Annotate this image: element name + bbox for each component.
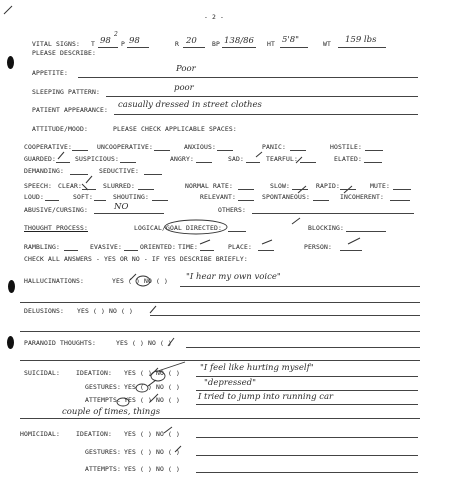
suicidal-attempts-line [196, 404, 418, 405]
guarded-label: GUARDED: [24, 155, 56, 163]
time-label: TIME: [178, 243, 198, 251]
delusions-line [150, 315, 420, 316]
suicidal-attempts-value-2: couple of times, things [62, 407, 161, 417]
uncooperative-label: UNCOOPERATIVE: [97, 143, 153, 151]
hallucinations-line [180, 286, 420, 287]
delusions-line-2 [20, 331, 420, 332]
delusions-yes-no: YES ( ) NO ( ) [77, 307, 133, 315]
guarded-line [56, 162, 70, 163]
sleeping-line [106, 96, 418, 97]
rapid-line [340, 189, 356, 190]
normal-rate-line [238, 189, 254, 190]
oriented-label: ORIENTED: [140, 243, 176, 251]
suicidal-ideation-yes-no: YES ( ) NO ( ) [124, 369, 180, 377]
cooperative-label: COOPERATIVE: [24, 143, 72, 151]
slow-label: SLOW: [270, 182, 290, 190]
appetite-line [78, 77, 418, 78]
hallucinations-label: HALLUCINATIONS: [24, 277, 84, 285]
temp-label: T [91, 40, 95, 48]
hallucinations-line-2 [20, 302, 420, 303]
suicidal-ideation-value: "I feel like hurting myself" [200, 363, 314, 373]
attitude-label: ATTITUDE/MOOD: [32, 125, 88, 133]
delusions-label: DELUSIONS: [24, 307, 64, 315]
shouting-line [152, 200, 168, 201]
clear-label: CLEAR: [58, 182, 82, 190]
height-line [280, 47, 308, 48]
homicidal-label: HOMICIDAL: [20, 430, 60, 438]
mute-label: MUTE: [370, 182, 390, 190]
hallucinations-value: "I hear my own voice" [186, 272, 281, 282]
weight-label: WT [323, 40, 331, 48]
seductive-label: SEDUCTIVE: [99, 167, 139, 175]
anxious-label: ANXIOUS: [184, 143, 216, 151]
suicidal-ideation-line [196, 376, 418, 377]
logical-label: LOGICAL/ [134, 224, 166, 232]
paranoid-yes-no: YES ( ) NO ( ) [116, 339, 172, 347]
appearance-line [114, 114, 418, 115]
panic-line [290, 150, 306, 151]
suicidal-attempts-label: ATTEMPTS: [85, 396, 121, 404]
goal-label: GOAL DIRECTED: [166, 224, 222, 232]
anxious-line [217, 150, 233, 151]
weight-line [338, 47, 386, 48]
height-label: HT [267, 40, 275, 48]
suicidal-gestures-line [196, 390, 418, 391]
suicidal-gestures-yes-no: YES ( ) NO ( ) [124, 383, 180, 391]
others-line [252, 213, 414, 214]
resp-line [183, 47, 205, 48]
suicidal-gestures-value: "depressed" [204, 378, 257, 388]
hostile-label: HOSTILE: [330, 143, 362, 151]
suicidal-attempts-line-2 [20, 418, 420, 419]
temp-value: 98 [100, 36, 111, 46]
place-line [258, 250, 274, 251]
attitude-instruction: PLEASE CHECK APPLICABLE SPACES: [113, 125, 237, 133]
panic-label: PANIC: [262, 143, 286, 151]
abusive-label: ABUSIVE/CURSING: [24, 206, 88, 214]
logical-line [228, 231, 246, 232]
bp-line [222, 47, 256, 48]
resp-value: 20 [186, 36, 197, 46]
resp-label: R [175, 40, 179, 48]
uncooperative-line [154, 150, 170, 151]
slurred-label: SLURRED: [103, 182, 135, 190]
homicidal-gestures-line [196, 455, 418, 456]
homicidal-attempts-line [196, 472, 418, 473]
blocking-label: BLOCKING: [308, 224, 344, 232]
loud-line [45, 200, 59, 201]
incoherent-label: INCOHERENT: [340, 193, 384, 201]
person-label: PERSON: [304, 243, 332, 251]
suicidal-attempts-value: I tried to jump into running car [198, 392, 334, 402]
appetite-value: Poor [176, 64, 196, 74]
relevant-label: RELEVANT: [200, 193, 236, 201]
suicidal-ideation-label: IDEATION: [76, 369, 112, 377]
slurred-line [138, 189, 154, 190]
others-label: OTHERS: [218, 206, 246, 214]
suspicious-label: SUSPICIOUS: [75, 155, 119, 163]
tearful-line [300, 162, 316, 163]
spontaneous-label: SPONTANEOUS: [262, 193, 310, 201]
homicidal-gestures-yes-no: YES ( ) NO ( ) [124, 448, 180, 456]
paranoid-line [186, 347, 420, 348]
place-label: PLACE: [228, 243, 252, 251]
hallucinations-yes-no: YES ( ) NO ( ) [112, 277, 168, 285]
rambling-line [64, 250, 78, 251]
homicidal-ideation-line [196, 437, 418, 438]
relevant-line [238, 200, 254, 201]
person-line [340, 250, 362, 251]
please-describe: PLEASE DESCRIBE: [32, 49, 96, 57]
appearance-value: casually dressed in street clothes [118, 100, 262, 110]
hostile-line [365, 150, 383, 151]
angry-line [196, 162, 212, 163]
normal-rate-label: NORMAL RATE: [185, 182, 233, 190]
punch-hole [7, 56, 14, 69]
bp-label: BP [212, 40, 220, 48]
rambling-label: RAMBLING: [24, 243, 60, 251]
page-number: - 2 - [204, 13, 224, 21]
slow-line [292, 189, 308, 190]
time-line [200, 250, 214, 251]
suicidal-label: SUICIDAL: [24, 369, 60, 377]
homicidal-attempts-label: ATTEMPTS: [85, 465, 121, 473]
demanding-line [70, 174, 88, 175]
evasive-line [124, 250, 138, 251]
rapid-label: RAPID: [316, 182, 340, 190]
evasive-label: EVASIVE: [90, 243, 122, 251]
paranoid-label: PARANOID THOUGHTS: [24, 339, 96, 347]
suicidal-gestures-label: GESTURES: [85, 383, 121, 391]
shouting-label: SHOUTING: [113, 193, 149, 201]
elated-label: ELATED: [334, 155, 362, 163]
check-all-instruction: CHECK ALL ANSWERS - YES OR NO - IF YES DESCRIBE BRIEFLY: [24, 255, 248, 263]
sad-label: SAD: [228, 155, 244, 163]
homicidal-ideation-label: IDEATION: [76, 430, 112, 438]
pulse-line [127, 47, 149, 48]
demanding-label: DEMANDING: [24, 167, 64, 175]
clear-line [82, 189, 96, 190]
speech-label: SPEECH: [24, 182, 52, 190]
appearance-label: PATIENT APPEARANCE: [32, 106, 108, 114]
homicidal-attempts-yes-no: YES ( ) NO ( ) [124, 465, 180, 473]
abusive-value: NO [114, 202, 129, 212]
weight-value: 159 lbs [345, 35, 377, 45]
tearful-label: TEARFUL: [266, 155, 298, 163]
bp-value: 138/86 [224, 36, 254, 46]
pulse-label: P [121, 40, 125, 48]
paranoid-line-2 [20, 360, 420, 361]
seductive-line [144, 174, 162, 175]
cooperative-line [72, 150, 88, 151]
soft-label: SOFT: [73, 193, 93, 201]
soft-line [94, 200, 106, 201]
height-value: 5'8" [282, 35, 300, 45]
sad-line [246, 162, 260, 163]
thought-label: THOUGHT PROCESS: [24, 224, 88, 232]
appetite-label: APPETITE: [32, 69, 68, 77]
abusive-line [94, 213, 164, 214]
temp-line [98, 47, 118, 48]
elated-line [364, 162, 382, 163]
suicidal-attempts-yes-no: YES ( ) NO ( ) [124, 396, 180, 404]
loud-label: LOUD: [24, 193, 44, 201]
homicidal-ideation-yes-no: YES ( ) NO ( ) [124, 430, 180, 438]
sleeping-label: SLEEPING PATTERN: [32, 88, 100, 96]
spontaneous-line [313, 200, 329, 201]
temp-superscript: 2 [114, 31, 118, 38]
angry-label: ANGRY: [170, 155, 194, 163]
punch-hole [8, 280, 15, 293]
homicidal-gestures-label: GESTURES: [85, 448, 121, 456]
mute-line [393, 189, 411, 190]
pulse-value: 98 [129, 36, 140, 46]
suspicious-line [120, 162, 136, 163]
vital-signs-label: VITAL SIGNS: [32, 40, 80, 48]
sleeping-value: poor [174, 83, 194, 93]
blocking-line [346, 231, 386, 232]
punch-hole [7, 336, 14, 349]
incoherent-line [390, 200, 410, 201]
